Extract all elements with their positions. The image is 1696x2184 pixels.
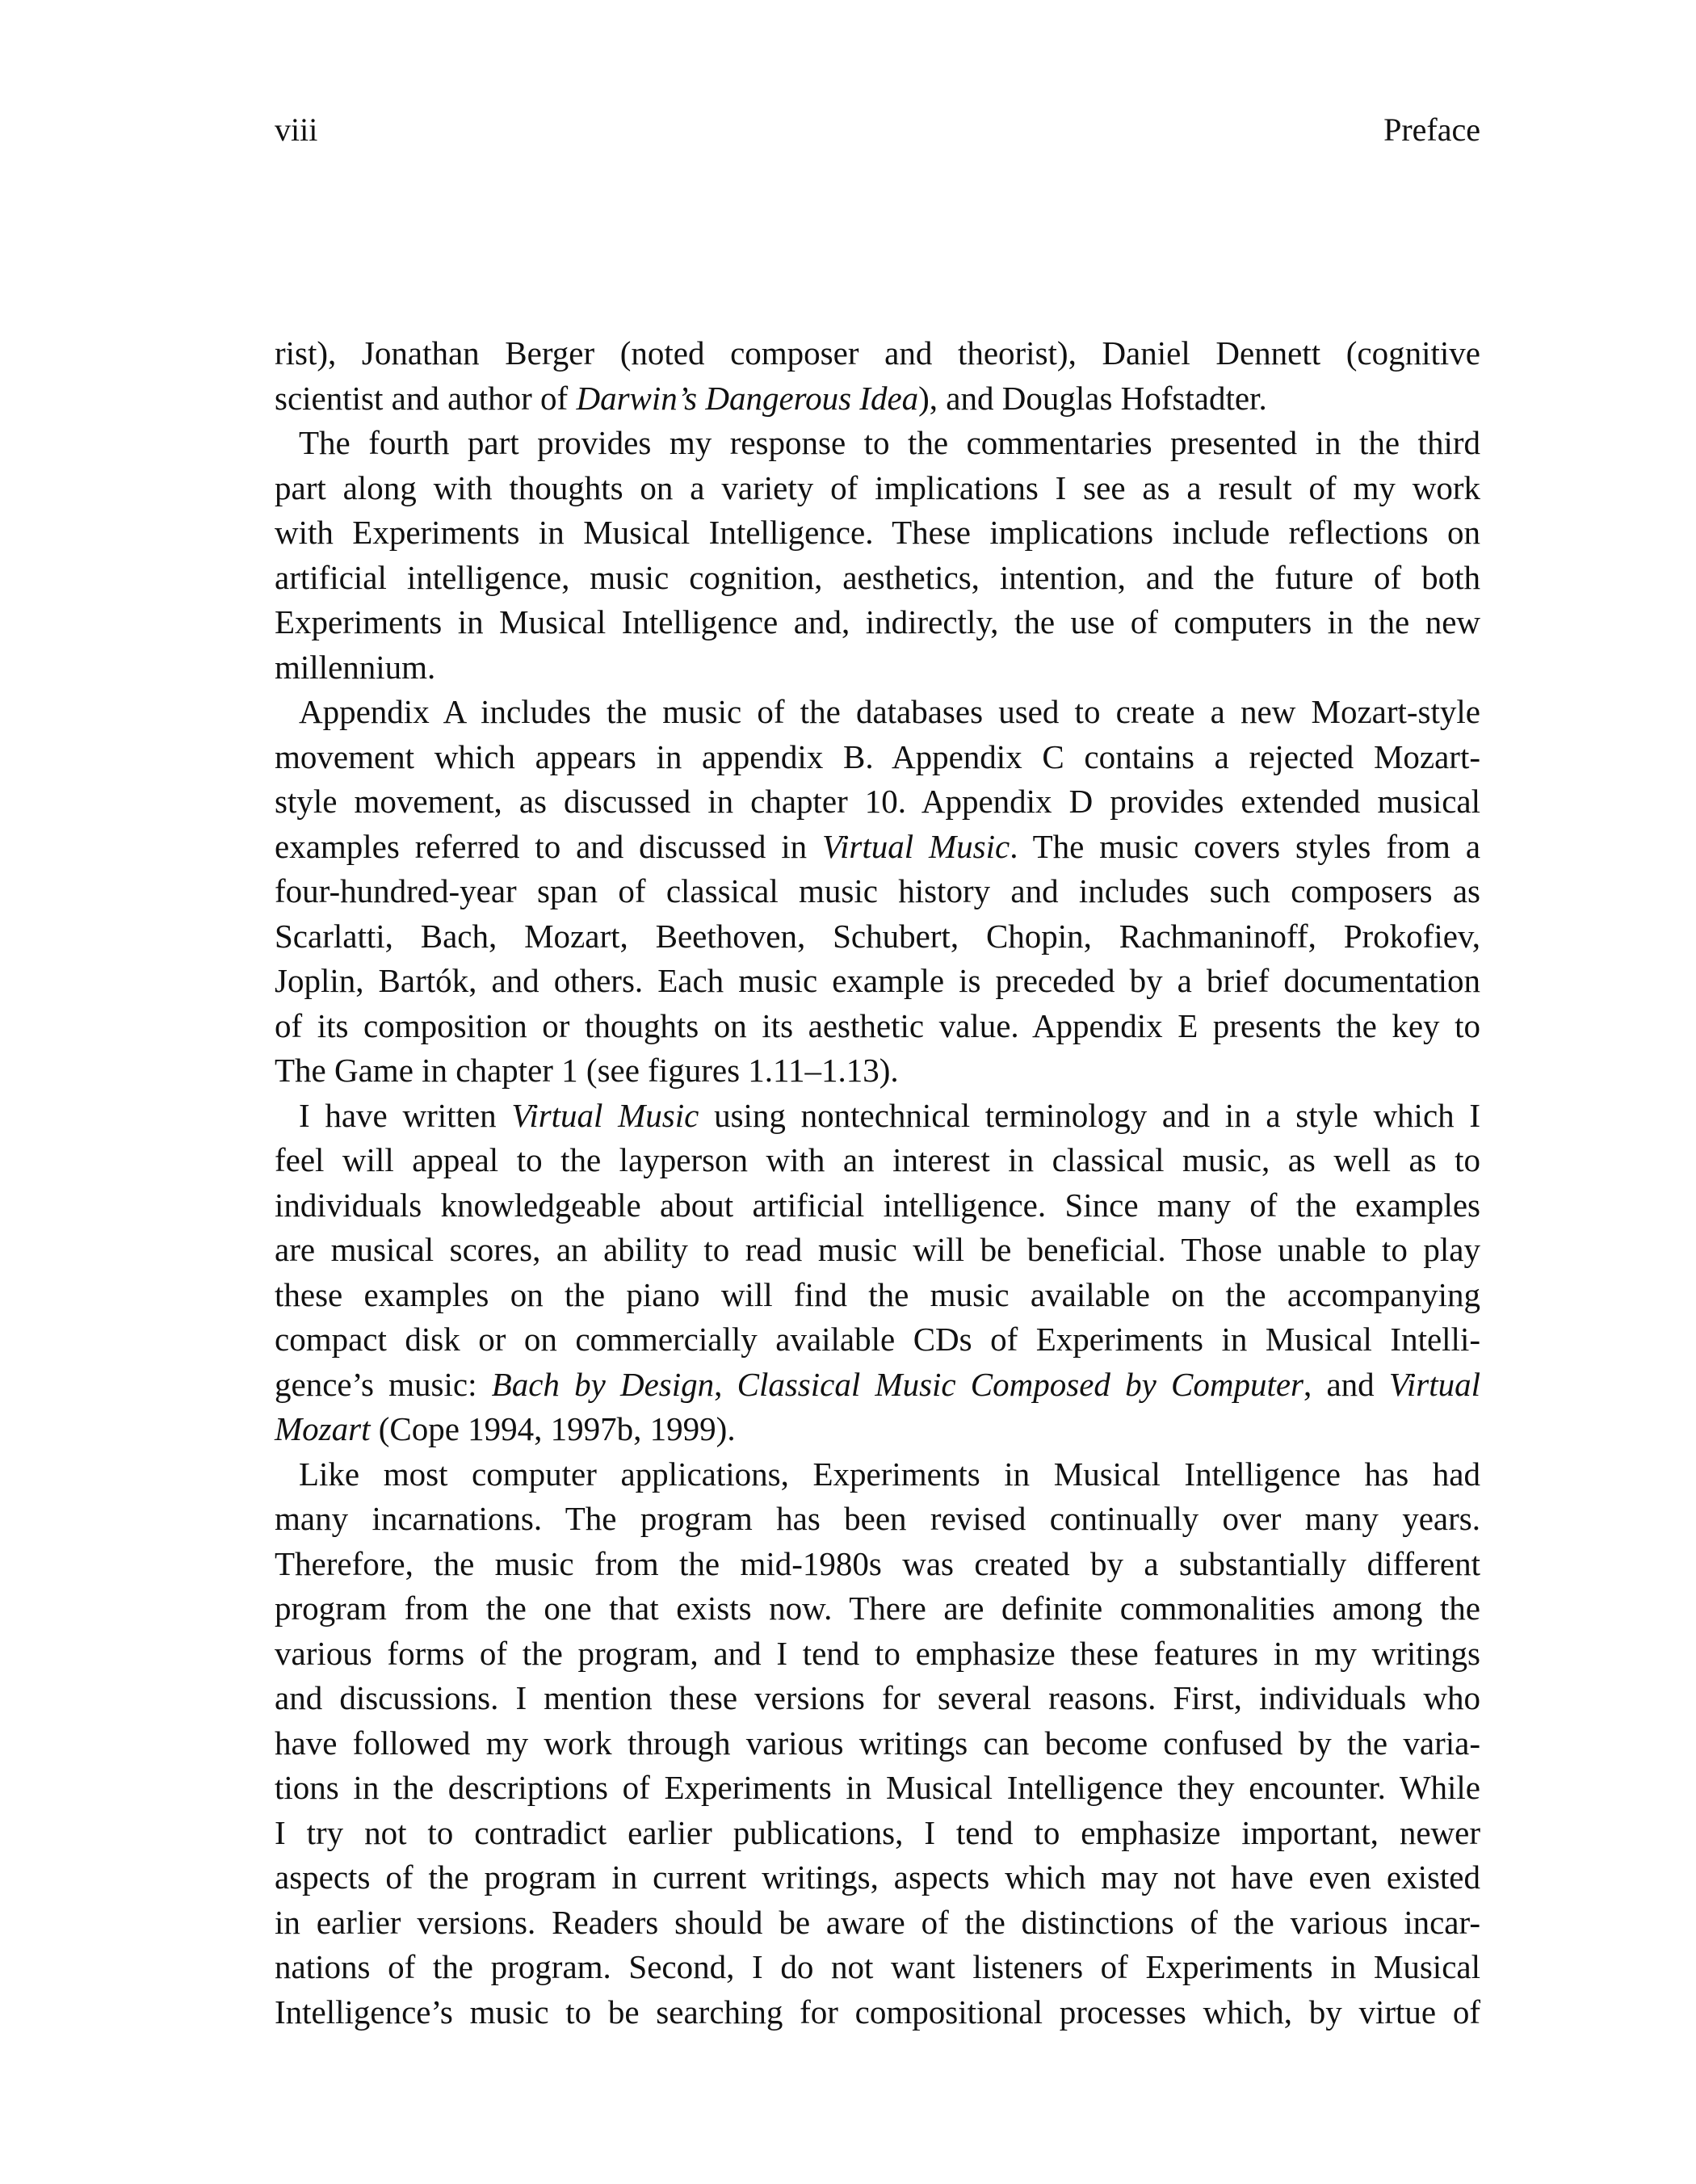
text-run: I have written — [299, 1096, 512, 1134]
text-run: many incarnations. The program has been revised continually over many years. — [275, 1500, 1480, 1537]
italic-title: Darwin’s Dangerous Idea — [576, 379, 919, 417]
italic-title: Bach by Design — [491, 1365, 715, 1403]
text-run: aspects of the program in current writings, aspects which may not have even existed — [275, 1858, 1480, 1896]
text-line — [275, 1900, 1480, 1946]
text-run: feel will appeal to the layperson with an interest in classical music, as well as to — [275, 1141, 1480, 1178]
text-run: are musical scores, an ability to read music will be beneficial. Those unable to play — [275, 1231, 1480, 1268]
text-line — [275, 1138, 1480, 1183]
text-line — [275, 1407, 1480, 1452]
text-line — [275, 376, 1480, 422]
text-run: have followed my work through various writings can become confused by the varia- — [275, 1724, 1480, 1762]
text-run: part along with thoughts on a variety of implications I see as a result of my work — [275, 468, 1480, 506]
text-line — [275, 959, 1480, 1004]
body-text — [275, 331, 1480, 2035]
text-line — [275, 1990, 1480, 2035]
text-line — [275, 735, 1480, 780]
italic-title: Virtual Music — [511, 1096, 699, 1134]
text-run: these examples on the piano will find the music available on the accompanying — [275, 1275, 1480, 1313]
text-run: program from the one that exists now. There are definite commonalities among the — [275, 1590, 1480, 1627]
text-line — [275, 510, 1480, 556]
text-run: examples referred to and discussed in — [275, 827, 822, 865]
text-run: various forms of the program, and I tend to emphasize these features in my writings — [275, 1634, 1480, 1672]
italic-title: Mozart — [275, 1410, 371, 1447]
text-line — [275, 421, 1480, 466]
text-run: (Cope 1994, 1997b, 1999). — [370, 1410, 736, 1447]
italic-title: Classical Music Composed by Computer — [737, 1365, 1304, 1403]
text-run: nations of the program. Second, I do not want listeners of Experiments in Musical — [275, 1948, 1480, 1985]
text-run: four-hundred-year span of classical music history and includes such composers as — [275, 872, 1480, 909]
text-run: , and — [1303, 1365, 1389, 1403]
text-line — [275, 645, 1480, 691]
text-line — [275, 1228, 1480, 1273]
text-line — [275, 869, 1480, 914]
text-line — [275, 1586, 1480, 1632]
text-run: Appendix A includes the music of the databases used to create a new Mozart-style — [299, 693, 1480, 730]
text-run: Like most computer applications, Experiments in Musical Intelligence has had — [299, 1455, 1480, 1493]
text-line — [275, 1317, 1480, 1363]
text-line — [275, 914, 1480, 960]
text-run: The Game in chapter 1 (see figures 1.11–1.13). — [275, 1052, 899, 1089]
text-run: individuals knowledgeable about artificial intelligence. Since many of the examples — [275, 1186, 1480, 1224]
text-line — [275, 331, 1480, 376]
text-line — [275, 1452, 1480, 1497]
text-run: Joplin, Bartók, and others. Each music example is preceded by a brief documentation — [275, 962, 1480, 999]
text-run: compact disk or on commercially available CDs of Experiments in Musical Intelli- — [275, 1321, 1480, 1358]
text-run: in earlier versions. Readers should be aware of the distinctions of the various incar- — [275, 1903, 1480, 1941]
text-line — [275, 1004, 1480, 1049]
text-line — [275, 1811, 1480, 1856]
text-run: , — [714, 1365, 737, 1403]
text-line — [275, 1945, 1480, 1990]
text-line — [275, 1497, 1480, 1542]
running-head — [275, 110, 1480, 150]
text-run: style movement, as discussed in chapter 10. Appendix D provides extended musical — [275, 783, 1480, 820]
text-run: using nontechnical terminology and in a style which I — [699, 1096, 1481, 1134]
text-line — [275, 1273, 1480, 1318]
text-line — [275, 825, 1480, 870]
text-line — [275, 600, 1480, 645]
running-title: Preface — [1383, 111, 1480, 148]
text-run: Scarlatti, Bach, Mozart, Beethoven, Schubert, Chopin, Rachmaninoff, Prokofiev, — [275, 917, 1480, 955]
text-run: scientist and author of — [275, 379, 577, 417]
text-run: movement which appears in appendix B. Appendix C contains a rejected Mozart- — [275, 737, 1480, 775]
italic-title: Virtual Music — [822, 827, 1010, 865]
text-line — [275, 1855, 1480, 1900]
text-run: Therefore, the music from the mid-1980s was created by a substantially different — [275, 1544, 1480, 1582]
italic-title: Virtual — [1388, 1365, 1480, 1403]
text-line — [275, 1721, 1480, 1766]
text-line — [275, 1094, 1480, 1139]
text-line — [275, 1766, 1480, 1811]
text-run: of its composition or thoughts on its aesthetic value. Appendix E presents the key to — [275, 1006, 1480, 1044]
text-line — [275, 1542, 1480, 1587]
text-line — [275, 1632, 1480, 1677]
text-run: with Experiments in Musical Intelligence. These implications include reflections on — [275, 514, 1480, 551]
text-line — [275, 1363, 1480, 1408]
text-line — [275, 556, 1480, 601]
page-number: viii — [275, 111, 318, 148]
text-run: tions in the descriptions of Experiments in Musical Intelligence they encounter. While — [275, 1769, 1480, 1806]
text-run: millennium. — [275, 648, 436, 686]
text-run: Intelligence’s music to be searching for compositional processes which, by virtue of — [275, 1993, 1480, 2031]
text-run: Experiments in Musical Intelligence and, indirectly, the use of computers in the new — [275, 603, 1480, 640]
text-line — [275, 779, 1480, 825]
text-line — [275, 466, 1480, 511]
text-line — [275, 1676, 1480, 1721]
text-line — [275, 1048, 1480, 1094]
text-run: gence’s music: — [275, 1365, 492, 1403]
text-run: I try not to contradict earlier publications, I tend to emphasize important, newer — [275, 1813, 1480, 1851]
text-run: . The music covers styles from a — [1010, 827, 1481, 865]
text-line — [275, 1183, 1480, 1228]
text-run: artificial intelligence, music cognition, aesthetics, intention, and the future of both — [275, 558, 1480, 596]
text-run: and discussions. I mention these versions for several reasons. First, individuals who — [275, 1679, 1480, 1716]
text-line — [275, 690, 1480, 735]
text-run: ), and Douglas Hofstadter. — [918, 379, 1267, 417]
text-run: rist), Jonathan Berger (noted composer and theorist), Daniel Dennett (cognitive — [275, 334, 1480, 372]
text-run: The fourth part provides my response to the commentaries presented in the third — [299, 424, 1480, 461]
